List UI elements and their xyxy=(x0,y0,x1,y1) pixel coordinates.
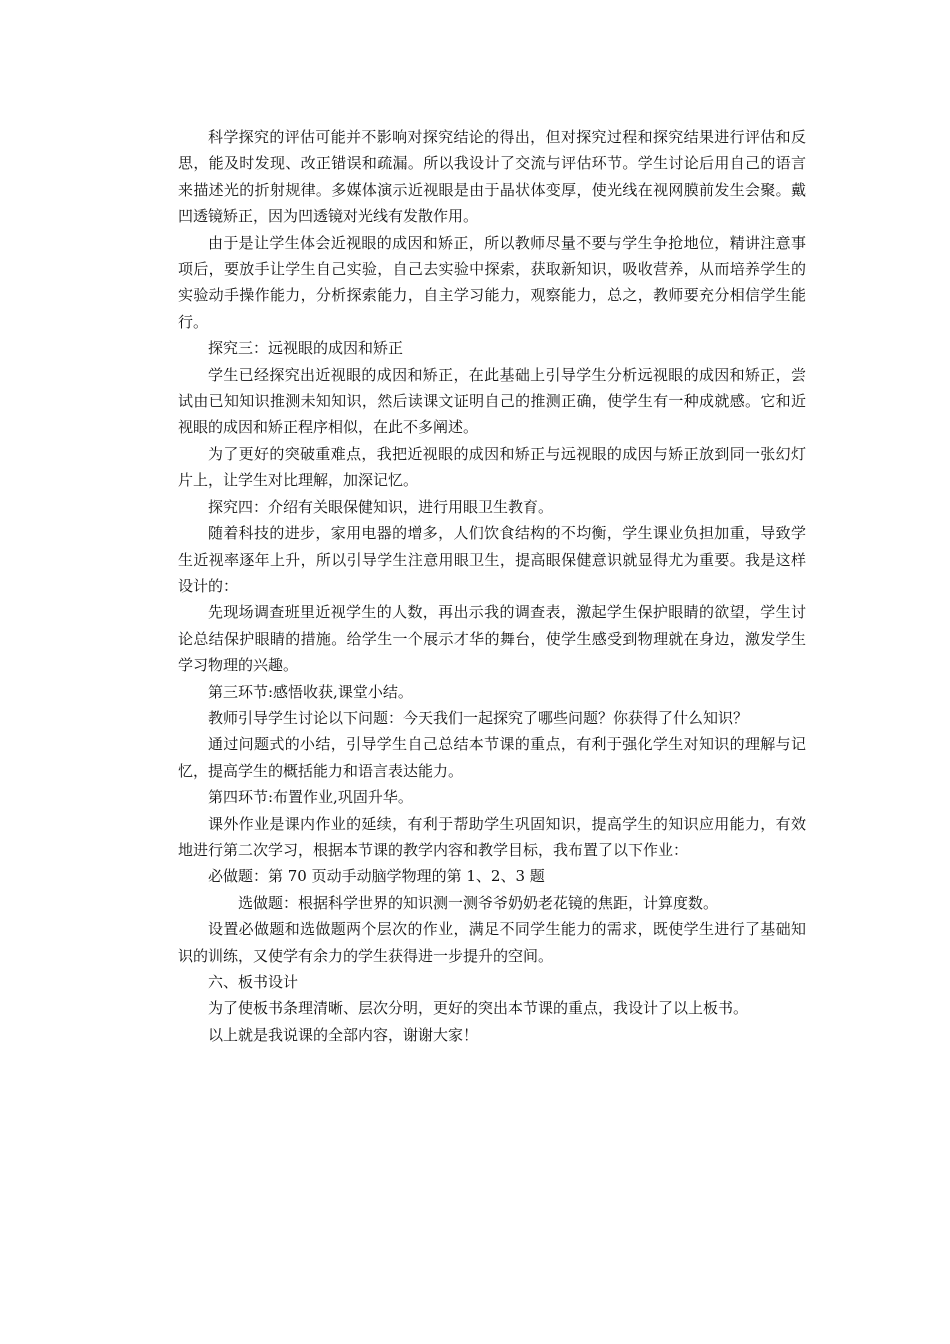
paragraph-eye-health: 随着科技的进步，家用电器的增多，人们饮食结构的不均衡，学生课业负担加重，导致学生近视率逐年上升，所以引导学生注意用眼卫生，提高眼保健意识就显得尤为重要。我是这样设计的： xyxy=(178,524,806,595)
heading-inquiry-four: 探究四：介绍有关眼保健知识，进行用眼卫生教育。 xyxy=(208,497,554,516)
heading-section-three: 第三环节:感悟收获,课堂小结。 xyxy=(208,682,413,701)
paragraph-homework-levels: 设置必做题和选做题两个层次的作业，满足不同学生能力的需求，既使学生进行了基础知识的训练，又使学有余力的学生获得进一步提升的空间。 xyxy=(178,920,806,965)
paragraph-hyperopia: 学生已经探究出近视眼的成因和矫正，在此基础上引导学生分析远视眼的成因和矫正，尝试由已知知识推测未知知识，然后读课文证明自己的推测正确，使学生有一种成就感。它和近视眼的成因和矫正程序相似，在此不多阐述。 xyxy=(178,365,806,437)
paragraph-discussion-question: 教师引导学生讨论以下问题：今天我们一起探究了哪些问题？你获得了什么知识？ xyxy=(208,708,749,727)
heading-board-design: 六、板书设计 xyxy=(208,973,299,991)
heading-section-four: 第四环节:布置作业,巩固升华。 xyxy=(208,788,413,807)
paragraph-optional-homework: 选做题：根据科学世界的知识测一测爷爷奶奶老花镜的焦距，计算度数。 xyxy=(238,893,719,912)
heading-inquiry-three: 探究三：远视眼的成因和矫正 xyxy=(208,339,404,358)
paragraph-closing: 以上就是我说课的全部内容，谢谢大家！ xyxy=(208,1025,479,1044)
paragraph-slide-comparison: 为了更好的突破重难点，我把近视眼的成因和矫正与远视眼的成因与矫正放到同一张幻灯片上，让学生对比理解，加深记忆。 xyxy=(178,444,806,490)
paragraph-homework: 课外作业是课内作业的延续，有利于帮助学生巩固知识，提高学生的知识应用能力，有效地进行第二次学习，根据本节课的教学内容和教学目标，我布置了以下作业： xyxy=(178,814,806,859)
paragraph-board-design: 为了使板书条理清晰、层次分明，更好的突出本节课的重点，我设计了以上板书。 xyxy=(208,999,749,1018)
paragraph-required-homework: 必做题：第 70 页动手动脑学物理的第 1、2、3 题 xyxy=(208,867,545,886)
document-body xyxy=(178,124,806,1048)
paragraph-teacher-role: 由于是让学生体会近视眼的成因和矫正，所以教师尽量不要与学生争抢地位，精讲注意事项后，要放手让学生自己实验，自己去实验中探索，获取新知识，吸收营养，从而培养学生的实验动手操作能力，分析探索能力，自主学习能力，观察能力，总之，教师要充分相信学生能行。 xyxy=(178,233,806,331)
paragraph-evaluation: 科学探究的评估可能并不影响对探究结论的得出，但对探究过程和探究结果进行评估和反思，能及时发现、改正错误和疏漏。所以我设计了交流与评估环节。学生讨论后用自己的语言来描述光的折射规律。多媒体演示近视眼是由于晶状体变厚，使光线在视网膜前发生会聚。戴凹透镜矫正，因为凹透镜对光线有发散作用。 xyxy=(178,128,806,226)
paragraph-survey: 先现场调查班里近视学生的人数，再出示我的调查表，激起学生保护眼睛的欲望，学生讨论总结保护眼睛的措施。给学生一个展示才华的舞台，使学生感受到物理就在身边，激发学生学习物理的兴趣。 xyxy=(178,603,806,675)
paragraph-summary: 通过问题式的小结，引导学生自己总结本节课的重点，有利于强化学生对知识的理解与记忆，提高学生的概括能力和语言表达能力。 xyxy=(178,735,806,780)
